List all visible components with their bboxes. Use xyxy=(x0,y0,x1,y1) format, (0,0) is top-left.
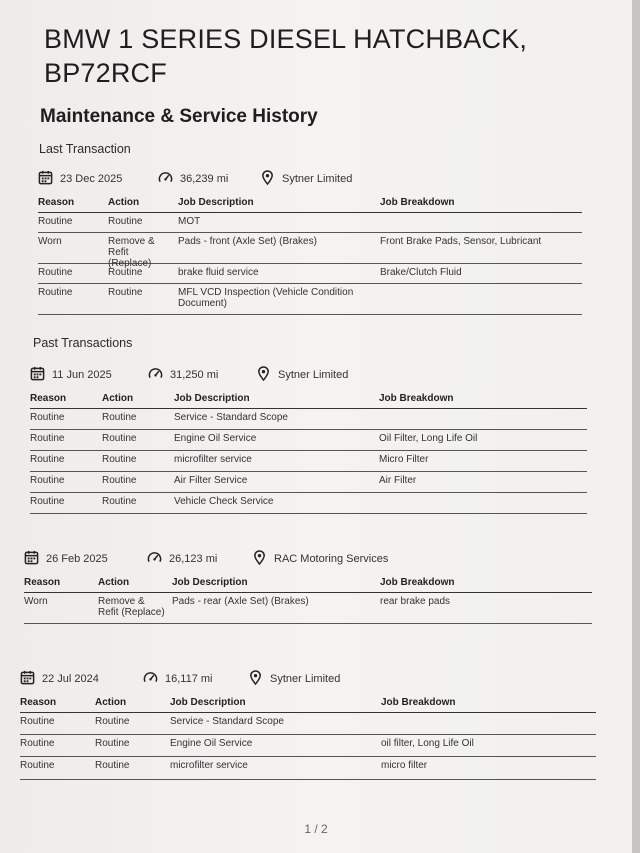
cell-action: Routine xyxy=(108,216,143,227)
meta-mileage-text: 26,123 mi xyxy=(169,553,218,565)
page-edge-shadow xyxy=(632,0,640,853)
meta-garage-text: Sytner Limited xyxy=(282,173,353,185)
meta-date-text: 11 Jun 2025 xyxy=(52,369,112,381)
speedometer-icon xyxy=(147,550,162,568)
meta-date-text: 23 Dec 2025 xyxy=(60,173,123,185)
meta-date-text: 26 Feb 2025 xyxy=(46,553,108,565)
past-transactions-label: Past Transactions xyxy=(33,336,133,350)
cell-breakdown: Front Brake Pads, Sensor, Lubricant xyxy=(380,236,542,247)
speedometer-icon xyxy=(158,170,173,188)
calendar-icon xyxy=(24,550,39,568)
transaction-block xyxy=(24,550,592,624)
cell-job: MOT xyxy=(178,216,201,227)
meta-mileage xyxy=(158,170,228,188)
header-action: Action xyxy=(102,393,134,404)
meta-mileage-text: 36,239 mi xyxy=(180,173,229,185)
cell-action: Routine xyxy=(102,454,137,465)
vehicle-title-line-1: BMW 1 SERIES DIESEL HATCHBACK, xyxy=(44,24,528,54)
cell-reason: Routine xyxy=(30,496,65,507)
cell-action: Routine xyxy=(95,738,130,749)
section-heading: Maintenance & Service History xyxy=(40,106,318,127)
cell-reason: Routine xyxy=(30,454,65,465)
meta-garage xyxy=(260,170,352,188)
calendar-icon xyxy=(38,170,53,188)
transaction-meta xyxy=(20,670,596,694)
cell-breakdown: Air Filter xyxy=(379,475,417,486)
table-header xyxy=(30,390,587,409)
cell-job: microfilter service xyxy=(174,454,252,465)
last-transaction-label: Last Transaction xyxy=(39,142,131,156)
cell-action: Routine xyxy=(102,412,137,423)
location-pin-icon xyxy=(248,670,263,688)
calendar-icon xyxy=(20,670,35,688)
location-pin-icon xyxy=(252,550,267,568)
vehicle-title xyxy=(44,22,624,90)
table-row xyxy=(30,493,587,514)
table-header xyxy=(24,574,592,593)
cell-action: Routine xyxy=(102,475,137,486)
cell-action: Remove & Refit (Replace) xyxy=(98,596,165,618)
cell-action: Routine xyxy=(95,716,130,727)
cell-job: Service - Standard Scope xyxy=(174,412,288,423)
cell-breakdown: micro filter xyxy=(381,760,428,771)
cell-job: Air Filter Service xyxy=(174,475,248,486)
header-breakdown: Job Breakdown xyxy=(380,577,455,588)
cell-reason: Routine xyxy=(20,760,55,771)
table-row xyxy=(30,472,587,493)
transaction-block xyxy=(20,670,596,780)
cell-action: Routine xyxy=(102,496,137,507)
cell-job: Vehicle Check Service xyxy=(174,496,274,507)
cell-job: Engine Oil Service xyxy=(174,433,257,444)
header-job: Job Description xyxy=(174,393,250,404)
cell-reason: Routine xyxy=(38,216,73,227)
meta-date xyxy=(20,670,99,688)
meta-mileage xyxy=(143,670,213,688)
header-reason: Reason xyxy=(30,393,67,404)
transaction-block xyxy=(30,366,587,514)
transaction-meta xyxy=(30,366,587,390)
cell-job: Engine Oil Service xyxy=(170,738,253,749)
cell-breakdown: Brake/Clutch Fluid xyxy=(380,267,462,278)
meta-mileage-text: 31,250 mi xyxy=(170,369,219,381)
header-job: Job Description xyxy=(178,197,254,208)
cell-action: Routine xyxy=(95,760,130,771)
table-row xyxy=(24,593,592,624)
header-job: Job Description xyxy=(170,697,246,708)
meta-date xyxy=(30,366,112,384)
speedometer-icon xyxy=(148,366,163,384)
cell-breakdown: oil filter, Long Life Oil xyxy=(381,738,474,749)
meta-garage-text: Sytner Limited xyxy=(270,673,341,685)
cell-reason: Routine xyxy=(20,738,55,749)
header-action: Action xyxy=(95,697,127,708)
meta-garage-text: RAC Motoring Services xyxy=(274,553,389,565)
cell-job: microfilter service xyxy=(170,760,248,771)
table-row xyxy=(20,757,596,780)
cell-job: Pads - front (Axle Set) (Brakes) xyxy=(178,236,317,247)
table-row xyxy=(38,233,582,269)
calendar-icon xyxy=(30,366,45,384)
header-action: Action xyxy=(108,197,140,208)
table-row xyxy=(20,713,596,735)
cell-reason: Worn xyxy=(38,236,62,247)
meta-mileage xyxy=(148,366,218,384)
location-pin-icon xyxy=(256,366,271,384)
meta-garage xyxy=(252,550,388,568)
meta-garage xyxy=(256,366,348,384)
header-action: Action xyxy=(98,577,130,588)
header-breakdown: Job Breakdown xyxy=(381,697,456,708)
cell-job: MFL VCD Inspection (Vehicle Condition Document) xyxy=(178,287,354,309)
meta-date xyxy=(38,170,122,188)
vehicle-title-line-2: BP72RCF xyxy=(44,58,167,88)
header-reason: Reason xyxy=(20,697,57,708)
meta-mileage-text: 16,117 mi xyxy=(165,673,213,685)
location-pin-icon xyxy=(260,170,275,188)
cell-reason: Routine xyxy=(38,267,73,278)
cell-reason: Routine xyxy=(30,433,65,444)
meta-garage-text: Sytner Limited xyxy=(278,369,349,381)
table-header xyxy=(38,194,582,213)
cell-reason: Routine xyxy=(30,475,65,486)
cell-action: Routine xyxy=(108,287,143,298)
cell-breakdown: Micro Filter xyxy=(379,454,429,465)
page-indicator: 1 / 2 xyxy=(304,822,328,836)
speedometer-icon xyxy=(143,670,158,688)
table-row xyxy=(30,409,587,430)
table-row xyxy=(38,264,582,284)
meta-date-text: 22 Jul 2024 xyxy=(42,673,99,685)
cell-reason: Routine xyxy=(38,287,73,298)
table-row xyxy=(38,213,582,233)
table-row xyxy=(20,735,596,757)
cell-breakdown: Oil Filter, Long Life Oil xyxy=(379,433,478,444)
cell-reason: Routine xyxy=(20,716,55,727)
cell-action: Routine xyxy=(108,267,143,278)
cell-action: Remove & Refit (Replace) xyxy=(108,236,155,269)
header-reason: Reason xyxy=(38,197,75,208)
transaction-block xyxy=(38,170,582,315)
table-row xyxy=(30,451,587,472)
cell-reason: Routine xyxy=(30,412,65,423)
cell-action: Routine xyxy=(102,433,137,444)
header-breakdown: Job Breakdown xyxy=(380,197,455,208)
header-job: Job Description xyxy=(172,577,248,588)
table-row xyxy=(38,284,582,315)
table-header xyxy=(20,694,596,713)
transaction-meta xyxy=(24,550,592,574)
meta-mileage xyxy=(147,550,217,568)
cell-breakdown: rear brake pads xyxy=(380,596,451,607)
table-row xyxy=(30,430,587,451)
transaction-meta xyxy=(38,170,582,194)
meta-garage xyxy=(248,670,340,688)
cell-job: Service - Standard Scope xyxy=(170,716,284,727)
header-reason: Reason xyxy=(24,577,61,588)
header-breakdown: Job Breakdown xyxy=(379,393,454,404)
cell-reason: Worn xyxy=(24,596,48,607)
meta-date xyxy=(24,550,108,568)
cell-job: brake fluid service xyxy=(178,267,259,278)
cell-job: Pads - rear (Axle Set) (Brakes) xyxy=(172,596,309,607)
